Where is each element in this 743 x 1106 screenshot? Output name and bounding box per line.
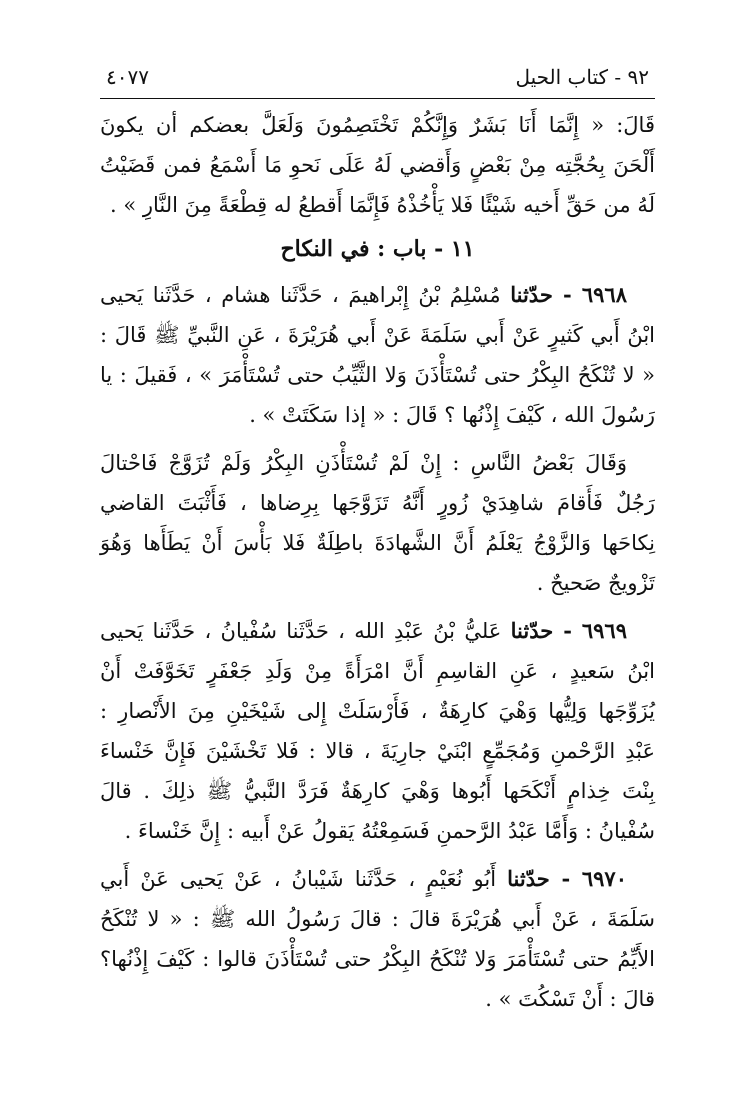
text-line: سُفْيانُ : وَأَمَّا عَبْدُ الرَّحمنِ فَسَمِعْتُهُ يَقولُ عَنْ أَبيه : إِنَّ خَنْساءَ .	[124, 819, 655, 843]
text-run: عَليُّ بْنُ عَبْدِ الله ، حَدَّثَنا سُفْيانُ ، حَدَّثَنا يَحيى	[100, 619, 502, 643]
text-line: ابْنُ سَعيدٍ ، عَنِ القاسِمِ أَنَّ امْرَأَةً مِنْ وَلَدِ جَعْفَرٍ تَخَوَّفَتْ أَنْ	[100, 659, 655, 683]
text-line: عَبْدِ الرَّحْمنِ وَمُجَمِّعٍ ابْنَيْ جارِيَةَ ، قالا : فَلا تَخْشَيْنَ فَإِنَّ خَنْساءَ	[100, 739, 655, 763]
running-header	[100, 60, 655, 98]
chapter-heading: ١١ - باب : في النكاح	[280, 236, 475, 262]
text-line: بِنْتَ خِذامٍ أَنْكَحَها أَبُوها وَهْيَ كارِهَةٌ فَرَدَّ النَّبيُّ ﷺ ذلِكَ . قالَ	[100, 779, 655, 803]
text-line: ابْنُ أَبي كَثيرٍ عَنْ أَبي سَلَمَةَ عَنْ أَبي هُرَيْرَةَ ، عَنِ النَّبيِّ ﷺ قَالَ :	[100, 323, 655, 347]
text-line: وَقَالَ بَعْضُ النَّاسِ : إِنْ لَمْ تُسْتَأْذَنِ البِكْرُ وَلَمْ تُزَوَّجْ فَاحْتالَ	[100, 451, 627, 475]
text-line: أَلْحَنَ بِحُجَّتِه مِنْ بَعْضٍ وَأَقضي لَهُ عَلَى نَحوِ مَا أَسْمَعُ فمن قَضَيْتُ	[100, 153, 655, 177]
text-line: يُزَوِّجَها وَلِيُّها وَهْيَ كارِهَةٌ ، فَأَرْسَلَتْ إِلى شَيْخَيْنِ مِنَ الأَنْصارِ :	[100, 699, 655, 723]
text-run: أَبُو نُعَيْمٍ ، حَدَّثَنا شَيْبانُ ، عَنْ يَحيى عَنْ أَبي	[100, 867, 497, 891]
hadith-6968	[100, 275, 655, 435]
spacer	[100, 603, 655, 611]
hadith-number: ٦٩٦٩ - حدّثنا	[510, 618, 627, 643]
paragraph-some-people	[100, 443, 655, 603]
hadith-number: ٦٩٦٨ - حدّثنا	[510, 282, 627, 307]
spacer	[100, 435, 655, 443]
paragraph-closing-hadith	[100, 105, 655, 225]
text-line: رَجُلٌ فَأَقامَ شاهِدَيْ زُورٍ أَنَّهُ تَزَوَّجَها بِرِضاها ، فَأَثْبَتَ القاضي	[100, 491, 655, 515]
text-line: الأَيِّمُ حتى تُسْتَأْمَرَ وَلا تُنْكَحُ البِكْرُ حتى تُسْتَأْذَنَ قالوا : كَيْفَ إِذْنُها؟	[100, 947, 655, 971]
text-line: قالَ : أَنْ تَسْكُتَ » .	[485, 987, 655, 1011]
text-line: رَسُولَ الله ، كَيْفَ إِذْنُها ؟ قَالَ : « إذا سَكَتَتْ » .	[249, 403, 655, 427]
text-line: تَزْويجٌ صَحيحٌ .	[536, 571, 655, 595]
text-line: نِكاحَها وَالزَّوْجُ يَعْلَمُ أَنَّ الشَّهادَةَ باطِلَةٌ فَلا بَأْسَ أَنْ يَطَأَها وَهُوَ	[100, 531, 655, 555]
header-rule	[100, 98, 655, 99]
text-line: « لا تُنْكَحُ البِكْرُ حتى تُسْتَأْذَنَ وَلا الثَّيِّبُ حتى تُسْتَأْمَرَ » ، فَقيلَ : يا	[100, 363, 655, 387]
book-page	[100, 60, 655, 1019]
text-line: قَالَ: « إِنَّمَا أَنَا بَشَرٌ وَإِنَّكُمْ تَخْتَصِمُونَ وَلَعَلَّ بعضكم أن يكونَ	[100, 113, 655, 137]
text-line	[100, 275, 655, 315]
text-line	[100, 611, 655, 651]
spacer	[100, 851, 655, 859]
chapter-title: ٩٢ - كتاب الحيل	[515, 65, 649, 89]
page-number: ٤٠٧٧	[106, 65, 149, 89]
text-line	[100, 859, 655, 899]
text-line: سَلَمَةَ ، عَنْ أَبي هُرَيْرَةَ قالَ : قالَ رَسُولُ الله ﷺ : « لا تُنْكَحُ	[100, 907, 655, 931]
text-line: لَهُ من حَقِّ أَخيه شَيْئًا فَلا يَأْخُذْهُ فَإِنَّمَا أَقطعُ له قِطْعَةً مِنَ النَّارِ » .	[109, 193, 655, 217]
hadith-6970	[100, 859, 655, 1019]
text-run: مُسْلِمُ بْنُ إِبْراهيمَ ، حَدَّثَنا هشام ، حَدَّثَنا يَحيى	[100, 283, 501, 307]
hadith-number: ٦٩٧٠ - حدّثنا	[507, 866, 627, 891]
hadith-6969	[100, 611, 655, 851]
